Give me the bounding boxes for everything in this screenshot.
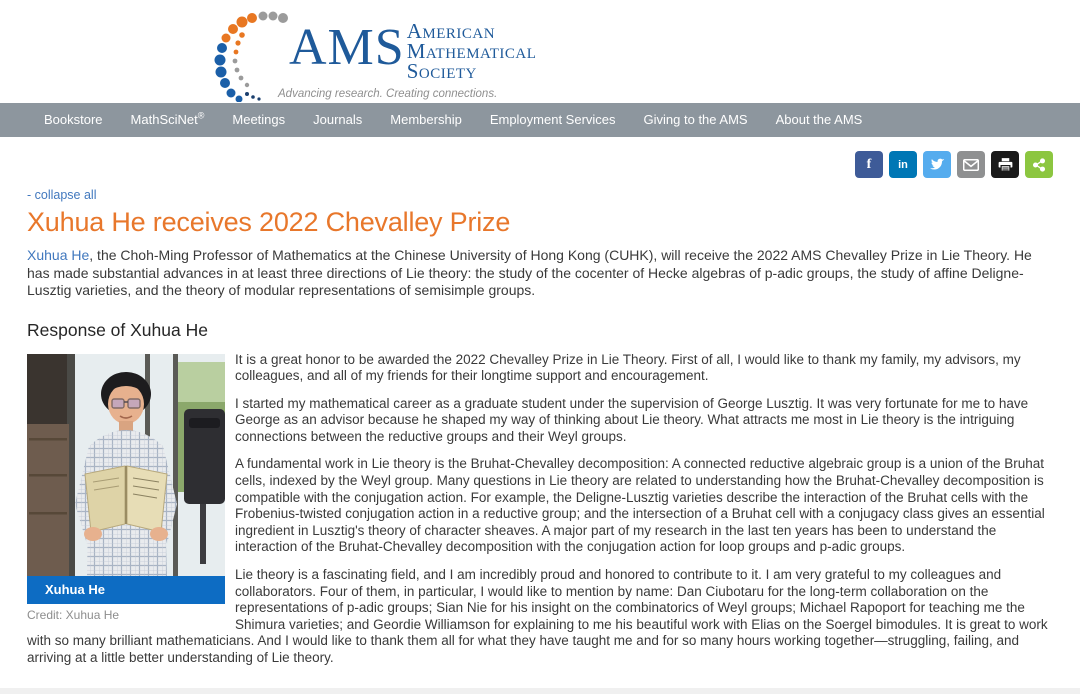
response-paragraph-1: It is a great honor to be awarded the 2022 Chevalley Prize in Lie Theory. First of all, I would like to thank my family, my advisors, my colleagues, and all of my friends for their longtime support and encouragement.: [235, 351, 1021, 384]
nav-item-membership[interactable]: Membership: [390, 112, 462, 127]
intro-paragraph: Xuhua He, the Choh-Ming Professor of Mathematics at the Chinese University of Hong Kong (CUHK), will receive the 2022 AMS Chevalley Prize in Lie Theory. He has made substantial advances in at least three directions of Lie theory: the study of the cocenter of Hecke algebras of p-adic groups, the study of affine Deligne-Lusztig varieties, and the theory of modular representations of semisimple groups.: [27, 247, 1032, 298]
xuhua-he-photo-figure: [27, 354, 225, 622]
response-paragraph-4: Lie theory is a fascinating field, and I am incredibly proud and honored to contribute to it. I am very grateful to my colleagues and collaborators. Four of them, in particular, I would like to mention by name: Dan Ciubotaru for the long-term collaboration on the representations of p-adic groups; Sian Nie for his insight on the combinatorics of Weyl groups; Michael Rapoport for teaching me the Shimura varieties; and Geordie Williamson for explaining to me his beautiful work with Elias on the Soergel bimodules. It is great to work with so many brilliant mathematicians. And I would like to thank them all for what they have taught me and for so many hours working together—struggling, failing, and arriving at a little better understanding of Lie theory.: [27, 567, 1048, 665]
photo-caption: Xuhua He: [27, 576, 225, 604]
registered-mark: ®: [197, 110, 205, 121]
facebook-share-button[interactable]: [855, 151, 883, 178]
email-share-button[interactable]: [957, 151, 985, 178]
main-nav: [0, 103, 1080, 137]
xuhua-he-photo: [27, 354, 225, 576]
linkedin-share-button[interactable]: [889, 151, 917, 178]
response-section-heading: Response of Xuhua He: [27, 319, 208, 340]
ams-logo-name: American Mathematical Society: [406, 19, 537, 83]
photo-credit: Credit: Xuhua He: [27, 607, 120, 622]
page-title: Xuhua He receives 2022 Chevalley Prize: [27, 207, 511, 237]
twitter-share-button[interactable]: [923, 151, 951, 178]
nav-item-mathscinet[interactable]: MathSciNet®: [130, 110, 205, 128]
print-share-button[interactable]: [991, 151, 1019, 178]
email-envelope-icon: [963, 159, 979, 171]
ams-logo-acronym: AMS: [289, 19, 405, 76]
nav-item-journals[interactable]: Journals: [313, 112, 363, 127]
nav-item-about[interactable]: About the AMS: [775, 112, 863, 127]
xuhua-he-link[interactable]: Xuhua He: [27, 247, 90, 263]
share-button-row: [27, 151, 1053, 178]
ams-logo[interactable]: [213, 8, 536, 102]
response-paragraph-2: I started my mathematical career as a graduate student under the supervision of George Lusztig. It was very fortunate for me to have George as an advisor because he shaped my way of thinking about Lie theory. What attracts me most in Lie theory is the intriguing connections between the reductive groups and their Weyl groups.: [235, 395, 1029, 444]
ams-logo-tagline: Advancing research. Creating connections.: [278, 88, 498, 100]
nav-item-giving[interactable]: Giving to the AMS: [643, 112, 748, 127]
share-nodes-icon: [1032, 158, 1046, 172]
twitter-bird-icon: [930, 158, 945, 171]
footer-strip: [0, 688, 1080, 694]
collapse-all-link[interactable]: - collapse all: [27, 188, 97, 202]
facebook-icon: f: [866, 156, 872, 172]
linkedin-icon: in: [898, 158, 908, 171]
response-section: [27, 352, 1053, 667]
nav-item-employment-services[interactable]: Employment Services: [489, 112, 616, 127]
nav-item-meetings[interactable]: Meetings: [232, 112, 286, 127]
site-header: [0, 0, 1080, 103]
printer-icon: [998, 158, 1013, 172]
nav-item-bookstore[interactable]: Bookstore: [44, 112, 103, 127]
response-paragraph-3: A fundamental work in Lie theory is the Bruhat-Chevalley decomposition: A connected reductive algebraic group is a union of the Bruhat cells, indexed by the Weyl group. Many questions in Lie theory are related to understanding how the Bruhat-Chevalley decomposition is compatible with the conjugation action. For example, the Deligne-Lusztig varieties describe the interaction of the Bruhat cells with the Frobenius-twisted conjugation action in a reductive group; and the intersection of a Bruhat cell with a conjugacy class gives an essential ingredient in Lusztig's theory of character sheaves. A major part of my research in the last ten years has been to understand the interaction of the Bruhat-Chevalley decomposition with the conjugation action for loop groups and p-adic groups.: [235, 456, 1045, 555]
share-more-button[interactable]: [1025, 151, 1053, 178]
article-content: [0, 151, 1080, 667]
